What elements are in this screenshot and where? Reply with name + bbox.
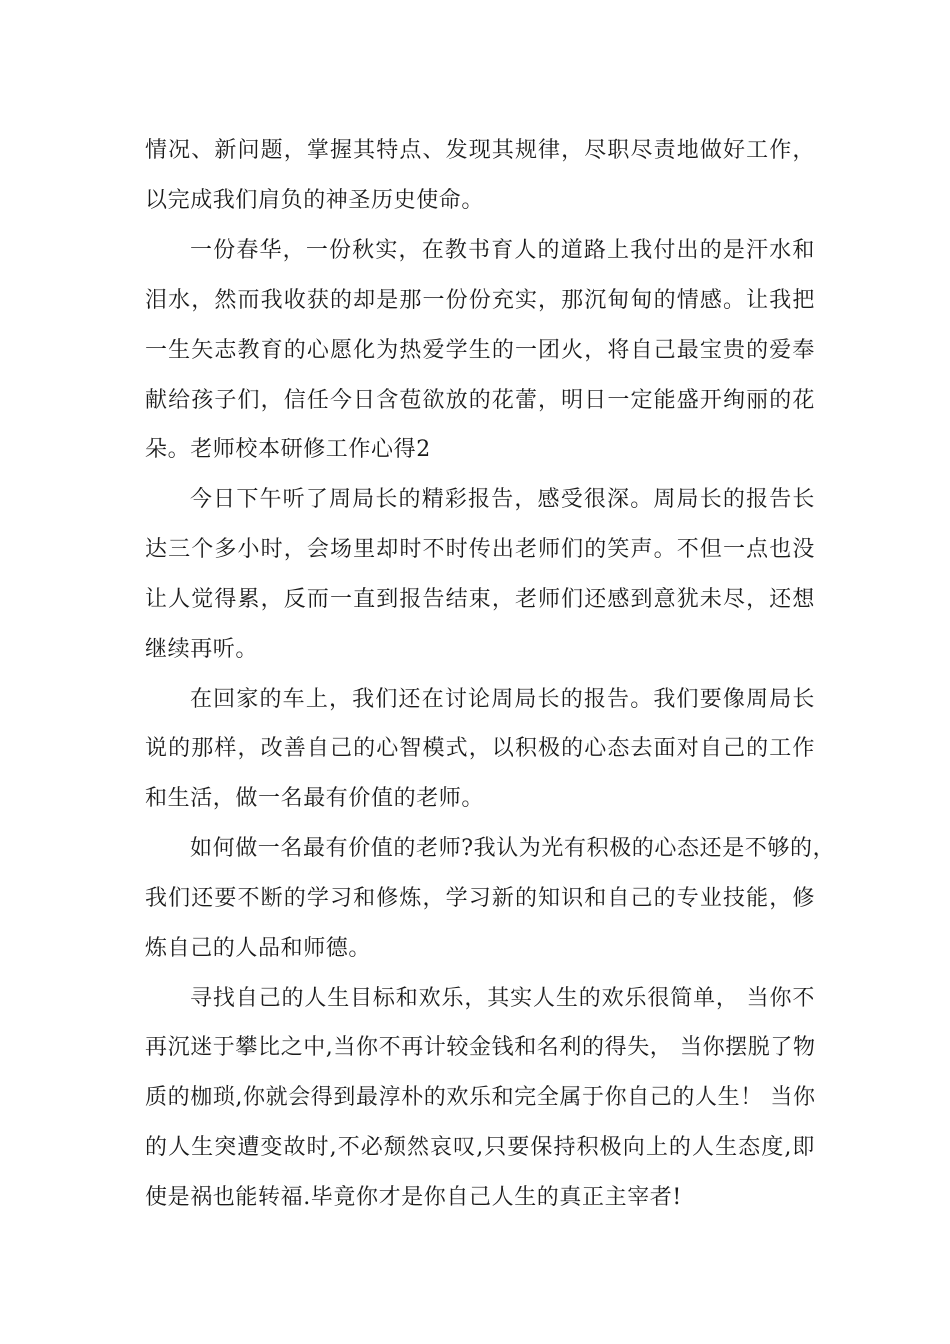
text-line: 再沉迷于攀比之中,当你不再计较金钱和名利的得失， 当你摆脱了物	[145, 1035, 816, 1060]
text-line: 达三个多小时，会场里却时不时传出老师们的笑声。不但一点也没	[145, 537, 815, 562]
text-line: 质的枷琐,你就会得到最淳朴的欢乐和完全属于你自己的人生！ 当你	[145, 1085, 816, 1110]
text-line: 如何做一名最有价值的老师?我认为光有积极的心态还是不够的，	[190, 836, 836, 861]
text-line: 继续再听。	[145, 637, 259, 662]
text-line: 朵。老师校本研修工作心得2	[145, 437, 431, 462]
text-line: 让人觉得累，反而一直到报告结束，老师们还感到意犹未尽，还想	[145, 587, 815, 612]
text-line: 今日下午听了周局长的精彩报告，感受很深。周局长的报告长	[190, 487, 815, 512]
text-line: 的人生突遭变故时,不必颓然哀叹,只要保持积极向上的人生态度,即	[145, 1135, 815, 1160]
text-line: 一份春华，一份秋实，在教书育人的道路上我付出的是汗水和	[190, 238, 815, 263]
text-line: 以完成我们肩负的神圣历史使命。	[145, 188, 485, 213]
text-line: 我们还要不断的学习和修炼，学习新的知识和自己的专业技能，修	[145, 886, 815, 911]
text-line: 炼自己的人品和师德。	[145, 936, 372, 961]
text-line: 一生矢志教育的心愿化为热爱学生的一团火，将自己最宝贵的爱奉	[145, 338, 815, 363]
text-line: 和生活，做一名最有价值的老师。	[145, 786, 485, 811]
text-line: 泪水，然而我收获的却是那一份份充实，那沉甸甸的情感。让我把	[145, 288, 815, 313]
text-line: 说的那样，改善自己的心智模式，以积极的心态去面对自己的工作	[145, 736, 815, 761]
text-line: 寻找自己的人生目标和欢乐，其实人生的欢乐很简单， 当你不	[190, 986, 815, 1011]
text-line: 在回家的车上，我们还在讨论周局长的报告。我们要像周局长	[190, 687, 815, 712]
text-line: 情况、新问题，掌握其特点、发现其规律，尽职尽责地做好工作，	[145, 138, 815, 163]
text-line: 献给孩子们，信任今日含苞欲放的花蕾，明日一定能盛开绚丽的花	[145, 388, 815, 413]
text-line: 使是祸也能转福.毕竟你才是你自己人生的真正主宰者!	[145, 1185, 682, 1210]
